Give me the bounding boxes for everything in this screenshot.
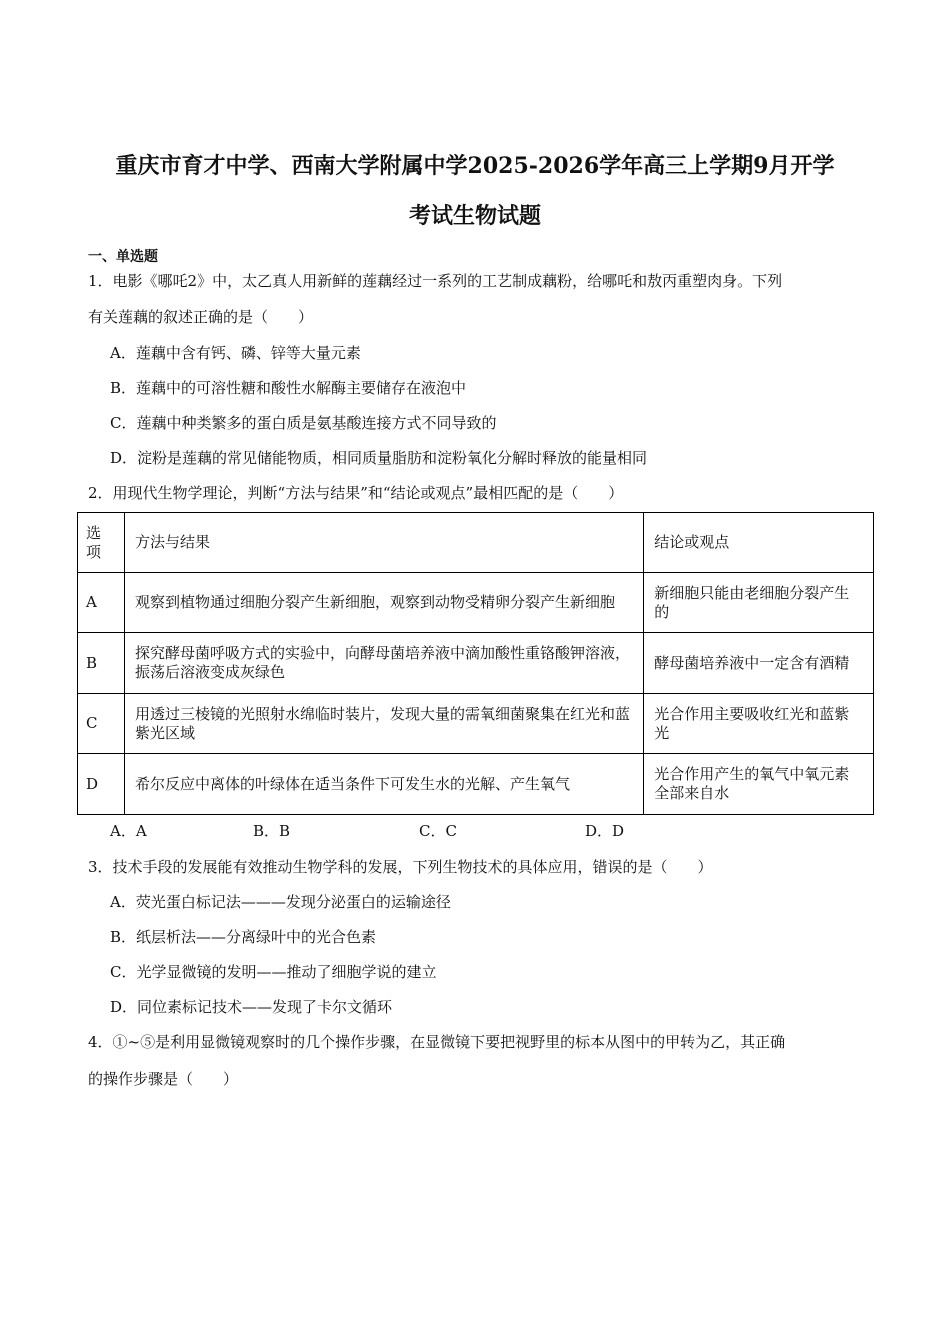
q1-stem-line-2: 有关莲藕的叙述正确的是（ ）	[88, 308, 314, 326]
q3-option-c: C．光学显微镜的发明——推动了细胞学说的建立	[110, 963, 437, 981]
header-option-label-1: 选	[86, 523, 102, 542]
row-method: 希尔反应中离体的叶绿体在适当条件下可发生水的光解、产生氧气	[124, 754, 643, 815]
q3-option-a: A．荧光蛋白标记法———发现分泌蛋白的运输途径	[110, 893, 451, 911]
row-conclusion: 光合作用产生的氧气中氧元素全部来自水	[644, 754, 874, 815]
header-option-label-2: 项	[86, 542, 102, 561]
q1-option-b: B．莲藕中的可溶性糖和酸性水解酶主要储存在液泡中	[110, 379, 467, 397]
row-method: 探究酵母菌呼吸方式的实验中，向酵母菌培养液中滴加酸性重铬酸钾溶液，振荡后溶液变成灰绿色	[124, 633, 643, 694]
table-row	[78, 633, 874, 694]
q3-option-b: B．纸层析法——分离绿叶中的光合色素	[110, 928, 377, 946]
row-conclusion: 酵母菌培养液中一定含有酒精	[644, 633, 874, 694]
q3-stem: 3．技术手段的发展能有效推动生物学科的发展，下列生物技术的具体应用，错误的是（ ）	[88, 858, 713, 876]
q4-stem-line-2: 的操作步骤是（ ）	[88, 1070, 239, 1088]
row-key: C	[78, 694, 125, 754]
q1-option-d: D．淀粉是莲藕的常见储能物质，相同质量脂肪和淀粉氧化分解时释放的能量相同	[110, 449, 648, 467]
header-method-cell: 方法与结果	[124, 513, 643, 573]
row-key: B	[78, 633, 125, 694]
q1-option-a: A．莲藕中含有钙、磷、锌等大量元素	[110, 344, 361, 362]
q2-stem: 2．用现代生物学理论，判断“方法与结果”和“结论或观点”最相匹配的是（ ）	[88, 484, 624, 502]
row-method: 用透过三棱镜的光照射水绵临时装片，发现大量的需氧细菌聚集在红光和蓝紫光区域	[124, 694, 643, 754]
row-method: 观察到植物通过细胞分裂产生新细胞，观察到动物受精卵分裂产生新细胞	[124, 573, 643, 633]
row-conclusion: 新细胞只能由老细胞分裂产生的	[644, 573, 874, 633]
header-conclusion-cell: 结论或观点	[644, 513, 874, 573]
q2-answer-b: B．B	[253, 822, 291, 840]
document-title-line-2: 考试生物试题	[408, 203, 541, 229]
table-row	[78, 754, 874, 815]
q1-option-c: C．莲藕中种类繁多的蛋白质是氨基酸连接方式不同导致的	[110, 414, 497, 432]
row-conclusion: 光合作用主要吸收红光和蓝紫光	[644, 694, 874, 754]
row-key: A	[78, 573, 125, 633]
row-key: D	[78, 754, 125, 815]
table-row	[78, 573, 874, 633]
q2-answer-a: A．A	[110, 822, 147, 840]
section-heading: 一、单选题	[88, 249, 158, 265]
document-title-line-1: 重庆市育才中学、西南大学附属中学2025-2026学年高三上学期9月开学	[115, 153, 835, 179]
table-header-row	[78, 513, 874, 573]
q3-option-d: D．同位素标记技术——发现了卡尔文循环	[110, 998, 393, 1016]
q2-table	[77, 512, 874, 815]
table-row	[78, 694, 874, 754]
q2-answer-d: D．D	[585, 822, 625, 840]
q2-answer-c: C．C	[419, 822, 457, 840]
q4-stem-line-1: 4．①~⑤是利用显微镜观察时的几个操作步骤，在显微镜下要把视野里的标本从图中的甲转为乙，其正确	[88, 1033, 786, 1051]
q1-stem-line-1: 1．电影《哪吒2》中，太乙真人用新鲜的莲藕经过一系列的工艺制成藕粉，给哪吒和敖丙重塑肉身。下列	[88, 272, 783, 290]
header-option-cell	[78, 513, 125, 573]
